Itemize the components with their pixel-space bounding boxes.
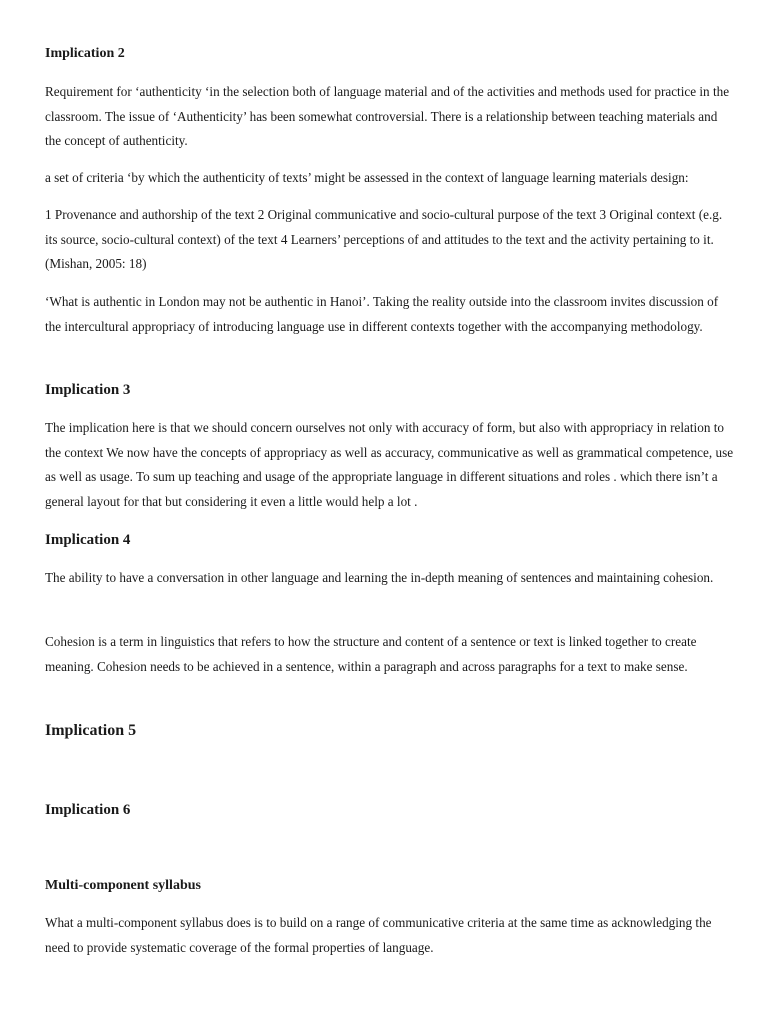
paragraph-authenticity-requirement: Requirement for ‘authenticity ‘in the selection both of language material and of the activities and methods used for practice in the classroom. The issue of ‘Authenticity’ has been somewhat controversial. There is a relationship between teaching materials and the concept of authenticity.: [45, 84, 730, 149]
paragraph-london-hanoi: ‘What is authentic in London may not be authentic in Hanoi’. Taking the reality outside into the classroom invites discussion of the intercultural appropriacy of introducing language use in different contexts together with the accompanying methodology.: [45, 294, 719, 334]
heading-multi-component-syllabus: Multi-component syllabus: [45, 878, 201, 893]
heading-implication-5: Implication 5: [45, 722, 137, 739]
heading-implication-3: Implication 3: [45, 382, 131, 398]
heading-implication-6: Implication 6: [45, 802, 131, 818]
paragraph-criteria-list: 1 Provenance and authorship of the text 2 Original communicative and socio-cultural purpose of the text 3 Original context (e.g. its source, socio-cultural context) of the text 4 Learners’ perceptions of and attitudes to the text and the activity pertaining to it. (Mishan, 2005: 18): [45, 207, 723, 272]
paragraph-multi-component: What a multi-component syllabus does is to build on a range of communicative criteria at the same time as acknowledging the need to provide systematic coverage of the formal properties of language.: [45, 915, 712, 955]
paragraph-conversation-ability: The ability to have a conversation in other language and learning the in-depth meaning of sentences and maintaining cohesion.: [45, 570, 714, 585]
paragraph-cohesion: Cohesion is a term in linguistics that refers to how the structure and content of a sentence or text is linked together to create meaning. Cohesion needs to be achieved in a sentence, within a paragraph and across paragraphs for a text to make sense.: [45, 634, 697, 674]
heading-implication-4: Implication 4: [45, 532, 131, 548]
paragraph-appropriacy: The implication here is that we should concern ourselves not only with accuracy of form, but also with appropriacy in relation to the context We now have the concepts of appropriacy as well as accuracy, communicative as well as grammatical competence, use as well as usage. To sum up teaching and usage of the appropriate language in different situations and roles . which there isn’t a general layout for that but considering it even a little would help a lot .: [45, 420, 734, 509]
paragraph-criteria-intro: a set of criteria ‘by which the authenticity of texts’ might be assessed in the context of language learning materials design:: [45, 170, 689, 185]
heading-implication-2: Implication 2: [45, 46, 125, 61]
